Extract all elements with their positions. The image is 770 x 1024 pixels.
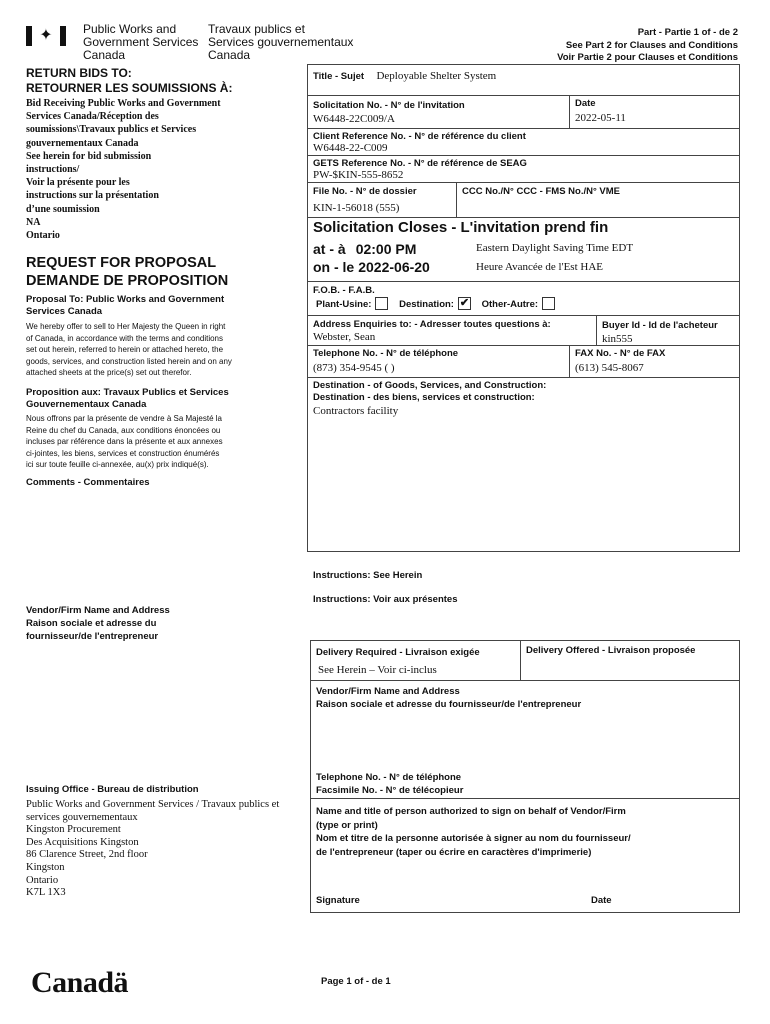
title-value: Deployable Shelter System — [376, 70, 497, 82]
rfp-title: REQUEST FOR PROPOSAL DEMANDE DE PROPOSITION — [26, 255, 229, 289]
client-reference-value: W6448-22-C009 — [313, 142, 388, 154]
address-enquiries-value: Webster, Sean — [313, 331, 376, 343]
offer-fr-line: Reine du chef du Canada, aux conditions énoncées ou — [26, 425, 221, 435]
return-bids-line: d’une soumission — [26, 203, 100, 215]
vendor-firm-label: Vendor/Firm Name and Address Raison sociale et adresse du fournisseur/de l'entrepreneur — [316, 686, 582, 710]
issuing-office-address — [26, 799, 311, 900]
issuing-office-line: Public Works and Government Services / Travaux publics et — [26, 799, 280, 810]
offer-en-line: goods, services, and construction listed herein and on any — [26, 356, 232, 366]
issuing-office-line: Kingston — [26, 861, 65, 873]
offer-text-fr — [26, 413, 281, 471]
return-bids-line: See herein for bid submission — [26, 150, 152, 162]
file-number-label: File No. - N° de dossier — [313, 186, 417, 197]
vendor-phone-fax-label: Telephone No. - N° de téléphone Facsimile No. - N° de télécopieur — [316, 772, 464, 796]
part-indicator: Part - Partie 1 of - de 2 See Part 2 for Clauses and Conditions Voir Partie 2 pour Clauses et Conditions — [557, 27, 738, 63]
gets-reference-value: PW-$KIN-555-8652 — [313, 169, 404, 181]
date-label: Date — [575, 98, 596, 109]
vendor-firm-label-left: Vendor/Firm Name and Address Raison sociale et adresse du fournisseur/de l'entrepreneur — [26, 605, 170, 642]
issuing-office-line: Kingston Procurement — [26, 824, 121, 836]
telephone-label: Telephone No. - N° de téléphone — [313, 348, 459, 359]
instructions-fr: Instructions: Voir aux présentes — [313, 594, 458, 605]
offer-fr-line: incluses par référence dans la présente et aux annexes — [26, 437, 223, 446]
offer-en-line: set out herein, referred to herein or attached hereto, the — [26, 345, 224, 354]
issuing-office-line: Des Acquisitions Kingston — [26, 836, 139, 848]
canada-wordmark: Canadä — [31, 966, 129, 999]
offer-en-line: We hereby offer to sell to Her Majesty the Queen in right — [26, 322, 226, 331]
fax-label: FAX No. - N° de FAX — [575, 348, 666, 359]
department-name-en: Public Works and Government Services Canada — [83, 22, 199, 62]
delivery-required-value: See Herein – Voir ci-inclus — [318, 664, 437, 676]
client-reference-label: Client Reference No. - N° de référence du client — [313, 131, 526, 142]
destination-goods-label: Destination - of Goods, Services, and Construction: Destination - des biens, services et construction: — [313, 380, 547, 403]
proposition-aux: Proposition aux: Travaux Publics et Services Gouvernementaux Canada — [26, 387, 229, 410]
issuing-office-line: K7L 1X3 — [26, 887, 66, 899]
gets-reference-label: GETS Reference No. - N° de référence de SEAG — [313, 158, 527, 169]
destination-checkbox[interactable]: ✔ — [459, 297, 470, 309]
return-bids-line: Voir la présente pour les — [26, 177, 130, 189]
issuing-office-label: Issuing Office - Bureau de distribution — [26, 784, 199, 795]
fax-value: (613) 545-8067 — [575, 362, 644, 374]
file-number-value: KIN-1-56018 (555) — [313, 202, 400, 214]
address-enquiries-label: Address Enquiries to: - Adresser toutes questions à: — [313, 319, 551, 330]
offer-en-line: of Canada, in accordance with the terms and conditions — [26, 333, 224, 343]
authorized-person-line: (type or print) — [316, 819, 378, 831]
offer-text-en — [26, 321, 281, 379]
title-label: Title - Sujet — [313, 71, 365, 82]
authorized-person-line: Nom et titre de la personne autorisée à signer au nom du fournisseur/ — [316, 833, 631, 844]
solicitation-closes-heading: Solicitation Closes - L'invitation prend fin — [313, 219, 609, 236]
buyer-id-value: kin555 — [602, 333, 633, 345]
return-bids-line: Services Canada/Réception des — [26, 111, 159, 123]
delivery-required-label: Delivery Required - Livraison exigée — [316, 647, 480, 658]
return-bids-line: Bid Receiving Public Works and Government — [26, 98, 221, 109]
proposal-to: Proposal To: Public Works and Government Services Canada — [26, 294, 225, 317]
timezone-fr: Heure Avancée de l'Est HAE — [476, 261, 604, 273]
return-bids-heading: RETURN BIDS TO: RETOURNER LES SOUMISSIONS À: — [26, 66, 233, 95]
other-checkbox[interactable] — [542, 297, 555, 310]
offer-fr-line: Nous offrons par la présente de vendre à Sa Majesté la — [26, 414, 222, 423]
fob-label: F.O.B. - F.A.B. — [313, 285, 375, 296]
issuing-office-line: 86 Clarence Street, 2nd floor — [26, 849, 148, 861]
return-bids-line: Ontario — [26, 230, 60, 242]
canada-flag-logo — [26, 26, 66, 46]
authorized-person-line: de l'entrepreneur (taper ou écrire en caractères d'imprimerie) — [316, 846, 592, 858]
closing-time: at - à 02:00 PM — [313, 241, 417, 257]
delivery-offered-label: Delivery Offered - Livraison proposée — [526, 645, 696, 656]
signature-label: Signature — [316, 895, 360, 906]
solicitation-label: Solicitation No. - N° de l'invitation — [313, 100, 465, 111]
fob-options: Plant-Usine: Destination: ✔ Other-Autre: — [316, 298, 555, 311]
closing-date: on - le 2022-06-20 — [313, 259, 430, 275]
page-number: Page 1 of - de 1 — [321, 976, 391, 987]
solicitation-value: W6448-22C009/A — [313, 113, 395, 125]
comments-label: Comments - Commentaires — [26, 477, 150, 488]
return-bids-address — [26, 97, 281, 242]
return-bids-line: instructions/ — [26, 164, 80, 176]
date-value: 2022-05-11 — [575, 112, 626, 124]
issuing-office-line: Ontario — [26, 874, 59, 886]
timezone-en: Eastern Daylight Saving Time EDT — [476, 242, 634, 254]
offer-fr-line: ici sur toute feuille ci-annexée, au(x) prix indiqué(s). — [26, 460, 209, 469]
return-bids-line: soumissions\Travaux publics et Services — [26, 124, 197, 136]
title-row — [313, 66, 496, 84]
issuing-office-line: services gouvernementaux — [26, 811, 138, 823]
destination-goods-value: Contractors facility — [313, 405, 399, 417]
telephone-value: (873) 354-9545 ( ) — [313, 362, 395, 374]
offer-en-line: attached sheets at the price(s) set out therefor. — [26, 368, 192, 377]
department-name-fr: Travaux publics et Services gouvernementaux Canada — [208, 22, 354, 62]
instructions-en: Instructions: See Herein — [313, 570, 423, 581]
authorized-person-label — [316, 805, 631, 859]
maple-leaf-icon: ✦ — [39, 27, 53, 44]
buyer-id-label: Buyer Id - Id de l'acheteur — [602, 320, 718, 331]
signature-date-label: Date — [591, 895, 612, 906]
ccc-label: CCC No./N° CCC - FMS No./N° VME — [462, 186, 621, 197]
authorized-person-line: Name and title of person authorized to sign on behalf of Vendor/Firm — [316, 806, 626, 817]
return-bids-line: NA — [26, 216, 41, 228]
offer-fr-line: ci-jointes, les biens, services et construction énumérés — [26, 448, 220, 458]
return-bids-line: gouvernementaux Canada — [26, 137, 139, 149]
plant-checkbox[interactable] — [375, 297, 388, 310]
return-bids-line: instructions sur la présentation — [26, 190, 159, 202]
